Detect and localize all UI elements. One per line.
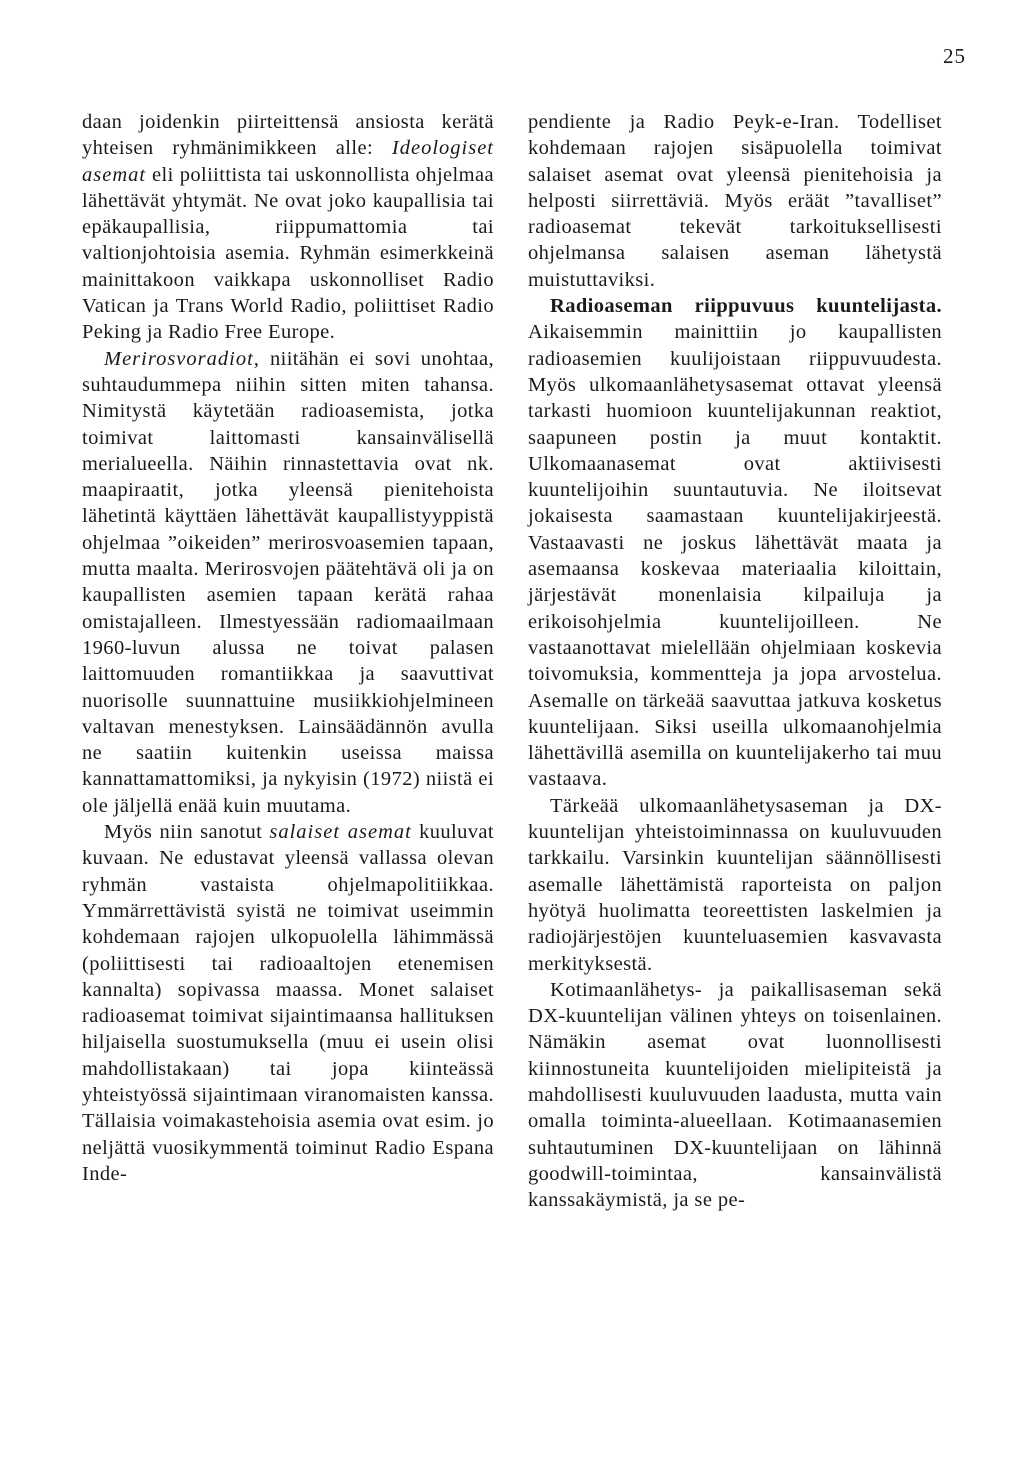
section-heading-listener-dependence: Radioaseman riippuvuus kuuntelijasta. [550, 295, 942, 318]
left-column [82, 109, 494, 1187]
paragraph-pirate-radios: Merirosvoradiot, niitähän ei sovi unohtaa, suhtaudummepa niihin sitten miten tahansa. Nimitystä käytetään radioasemista, jotka toimivat laittomasti kansainvälisellä merialueella. Näihin rinnastettavia ovat nk. maapiraatit, jotka yleensä pienitehoista lähetintä käyttäen lähettävät kaupallistyyppistä ohjelmaa ”oikeiden” merirosvoasemien tapaan, mutta maalta. Merirosvojen päätehtävä oli ja on kaupallisten asemien tapaan kerätä rahaa omistajalleen. Ilmestyessään radiomaailmaan 1960-luvun alussa ne toivat palasen laittomuuden romantiikkaa ja saavuttivat nuorisolle suunnattuine musiikkiohjelmineen valtavan menestyksen. Lainsäädännön avulla ne saatiin kuitenkin useissa maissa kannattamattomiksi, ja nykyisin (1972) niistä ei ole jäljellä enää kuin muutama. [82, 347, 494, 817]
term-secret-stations: salaiset asemat [269, 821, 412, 844]
paragraph-reception-monitoring: Tärkeää ulkomaanlähetysaseman ja DX-kuuntelijan yhteistoiminnassa on kuuluvuuden tarkkailu. Varsinkin kuuntelijan säännöllisesti asemalle lähettämistä raporteista on paljon hyötyä huolimatta teoreettisten laskelmien ja radiojärjestöjen kuunteluasemien kasvavasta merkityksestä. [528, 794, 942, 975]
term-ideological-stations: Ideologiset asemat [82, 137, 494, 186]
right-column [528, 109, 942, 1213]
page-number: 25 [943, 44, 966, 68]
paragraph-secret-stations-continued: pendiente ja Radio Peyk-e-Iran. Todelliset kohdemaan rajojen sisäpuolella toimivat salaiset asemat ovat yleensä pienitehoisia ja helposti siirrettäviä. Myös eräät ”tavalliset” radioasemat tekevät tarkoituksellisesti ohjelmansa salaisen aseman lähetystä muistuttaviksi. [528, 111, 942, 291]
paragraph-secret-stations: Myös niin sanotut salaiset asemat kuuluvat kuvaan. Ne edustavat yleensä vallassa olevan ryhmän vastaista ohjelmapolitiikkaa. Ymmärrettävistä syistä ne toimivat useimmin kohdemaan rajojen ulkopuolella lähimmässä (poliittisesti tai radioaaltojen etenemisen kannalta) sopivassa maassa. Monet salaiset radioasemat toimivat sijaintimaansa hallituksen hiljaisella suostumuksella (muu ei usein olisi mahdollistakaan) tai jopa kiinteässä yhteistyössä sijaintimaan viranomaisten kanssa. Tällaisia voimakastehoisia asemia ovat esim. jo neljättä vuosikymmentä toiminut Radio Espana Inde- [82, 821, 495, 1185]
paragraph-listener-dependence: Radioaseman riippuvuus kuuntelijasta. Aikaisemmin mainittiin jo kaupallisten radioasemien kuulijoistaan riippuvuudesta. Myös ulkomaanlähetysasemat ottavat yleensä tarkasti huomioon kuuntelijakunnan reaktiot, saapuneen postin ja muut kontaktit. Ulkomaanasemat ovat aktiivisesti kuuntelijoihin suuntautuvia. Ne iloitsevat jokaisesta saamastaan kuuntelijakirjeestä. Vastaavasti ne joskus lähettävät maata ja asemaansa koskevaa materiaalia kiloittain, järjestävät monenlaisia kilpailuja ja erikoisohjelmia kuuntelijoilleen. Ne vastaanottavat mielellään ohjelmiaan koskevia toivomuksia, kommentteja ja jopa arvostelua. Asemalle on tärkeää saavuttaa jatkuva kosketus kuuntelijaan. Siksi useilla ulkomaanohjelmia lähettävillä asemilla on kuuntelijakerho tai muu vastaava. [528, 295, 942, 791]
paragraph-domestic-stations: Kotimaanlähetys- ja paikallisaseman sekä DX-kuuntelijan välinen yhteys on toisenlainen. Nämäkin asemat ovat luonnollisesti kiinnostuneita kuuntelijoiden mielipiteistä ja mahdollisesti kuuluvuuden laadusta, mutta vain omalla toiminta-alueellaan. Kotimaanasemien suhtautuminen DX-kuuntelijaan on lähinnä goodwill-toimintaa, kansainvälistä kanssakäymistä, ja se pe- [528, 978, 942, 1212]
paragraph-ideological-stations: daan joidenkin piirteittensä ansiosta kerätä yhteisen ryhmänimikkeen alle: Ideologiset asemat eli poliittista tai uskonnollista ohjelmaa lähettävät yhtymät. Ne ovat joko kaupallisia tai epäkaupallisia, riippumattomia tai valtionjohtoisia asemia. Ryhmän esimerkkeinä mainittakoon vaikkapa uskonnolliset Radio Vatican ja Trans World Radio, poliittiset Radio Peking ja Radio Free Europe. [82, 111, 494, 344]
term-pirate-radios: Merirosvoradiot, [104, 347, 260, 370]
